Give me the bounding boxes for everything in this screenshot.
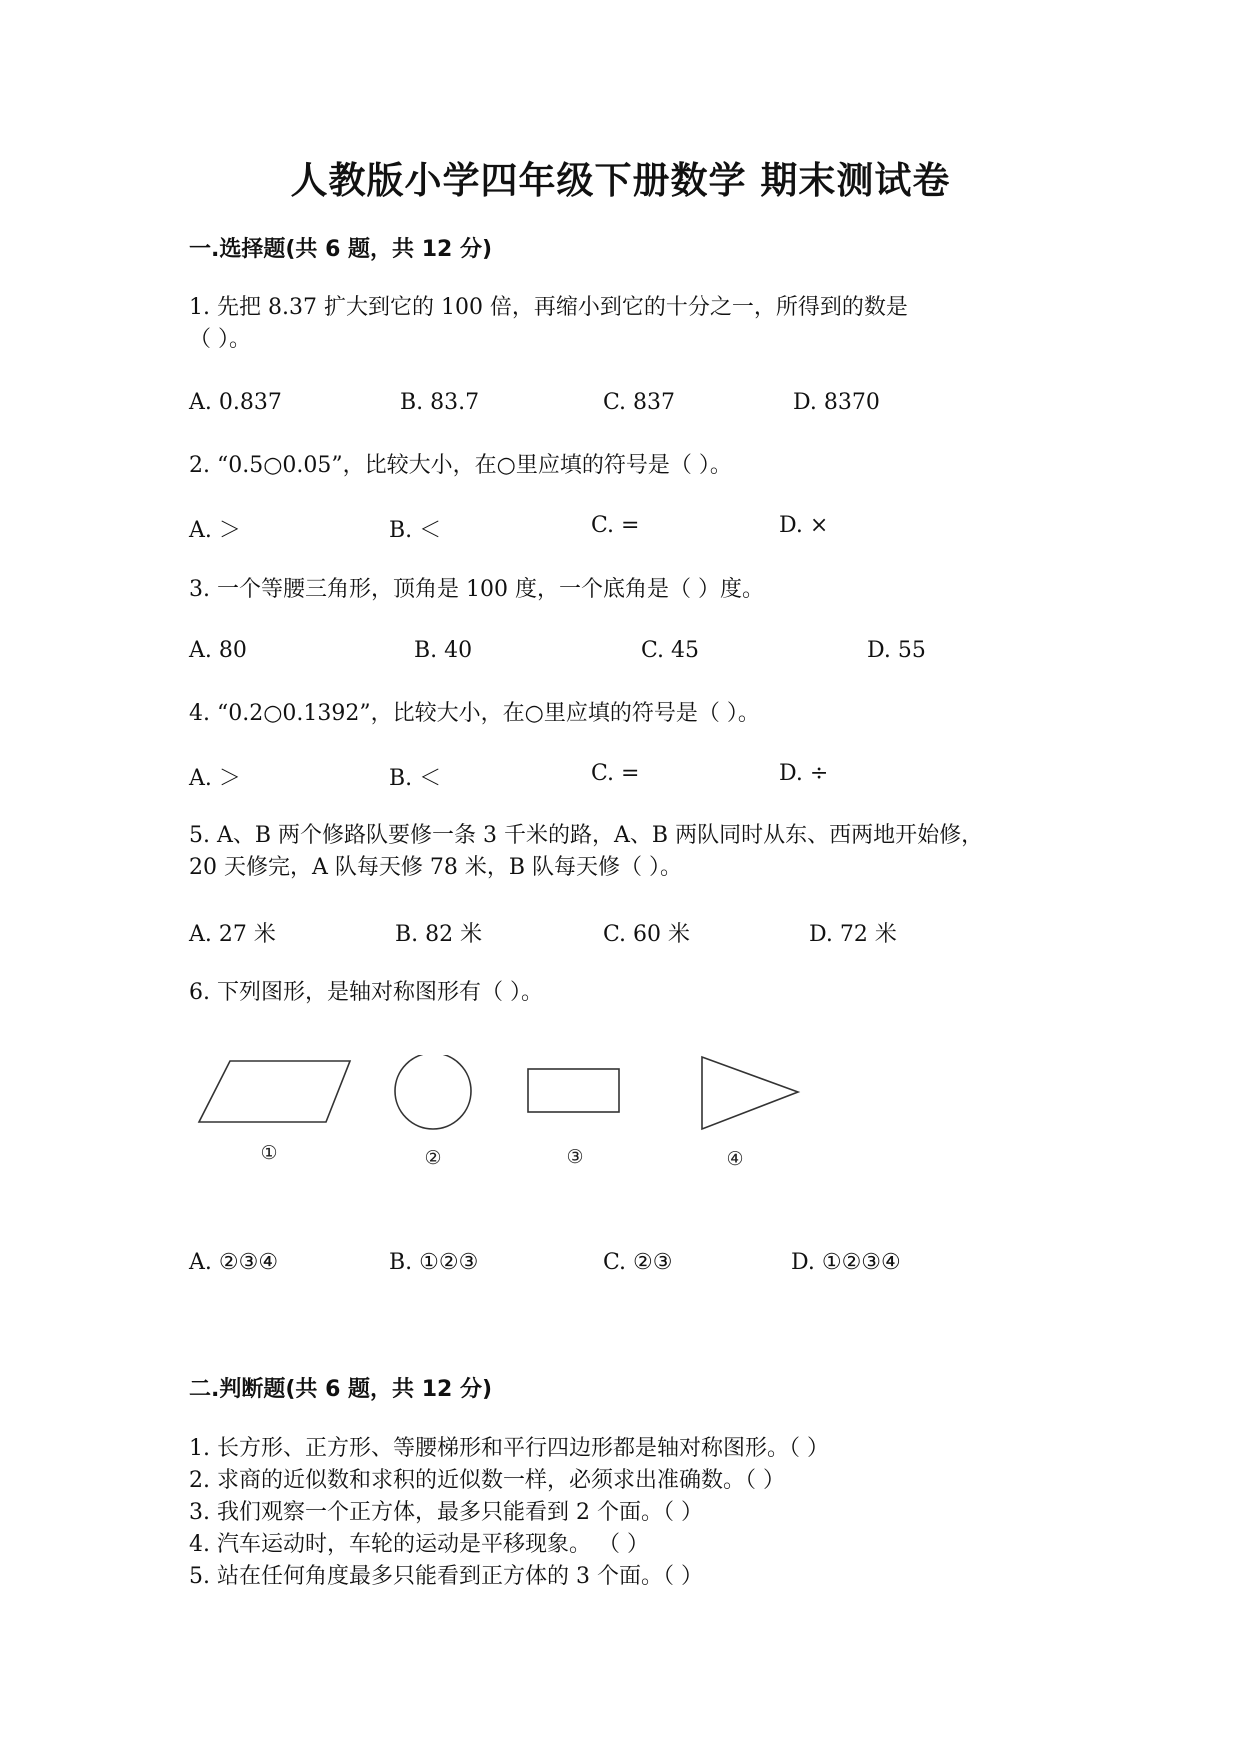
question-2-text: 2. “0.5○0.05”，比较大小，在○里应填的符号是（ ）。 [189,453,732,478]
figure-label-1: ① [260,1142,278,1164]
question-2-option-d[interactable]: D. × [779,513,829,538]
question-6-option-d[interactable]: D. ①②③④ [791,1250,901,1275]
page-title: 人教版小学四年级下册数学 期末测试卷 [290,159,951,202]
judgement-item-5: 5. 站在任何角度最多只能看到正方体的 3 个面。（ ） [189,1564,703,1589]
judgement-item-3: 3. 我们观察一个正方体，最多只能看到 2 个面。（ ） [189,1500,703,1525]
question-1-option-b[interactable]: B. 83.7 [400,390,480,415]
question-2-option-a[interactable]: A. ＞ [189,518,241,543]
figure-label-4: ④ [726,1148,744,1170]
question-1-text-cont: （ ）。 [189,327,251,352]
section-heading-judgement: 二.判断题(共 6 题，共 12 分) [189,1377,493,1402]
question-1-option-d[interactable]: D. 8370 [793,390,880,415]
question-3-text: 3. 一个等腰三角形，顶角是 100 度，一个底角是（ ）度。 [189,577,764,602]
question-6-option-a[interactable]: A. ②③④ [189,1250,279,1275]
question-2-option-b[interactable]: B. ＜ [389,518,442,543]
rectangle-shape [528,1069,619,1112]
parallelogram-shape [199,1061,350,1122]
question-1-option-a[interactable]: A. 0.837 [189,390,282,415]
question-5-text-cont: 20 天修完，A 队每天修 78 米，B 队每天修（ ）。 [189,855,683,880]
question-3-option-a[interactable]: A. 80 [189,638,247,663]
question-4-text: 4. “0.2○0.1392”，比较大小，在○里应填的符号是（ ）。 [189,701,760,726]
question-3-option-c[interactable]: C. 45 [641,638,700,663]
question-6-option-c[interactable]: C. ②③ [603,1250,673,1275]
section-heading-choice: 一.选择题(共 6 题，共 12 分) [189,237,493,262]
question-6-text: 6. 下列图形，是轴对称图形有（ ）。 [189,980,543,1005]
question-5-text: 5. A、B 两个修路队要修一条 3 千米的路，A、B 两队同时从东、西两地开始修， [189,823,984,848]
question-5-option-b[interactable]: B. 82 米 [395,922,483,947]
question-3-option-b[interactable]: B. 40 [414,638,473,663]
question-5-option-c[interactable]: C. 60 米 [603,922,691,947]
question-5-option-a[interactable]: A. 27 米 [189,922,276,947]
question-4-option-d[interactable]: D. ÷ [779,761,829,786]
question-6-figures [189,1055,829,1185]
judgement-item-2: 2. 求商的近似数和求积的近似数一样，必须求出准确数。（ ） [189,1468,785,1493]
question-4-option-a[interactable]: A. ＞ [189,766,241,791]
question-1-option-c[interactable]: C. 837 [603,390,676,415]
triangle-shape [702,1057,798,1129]
judgement-item-1: 1. 长方形、正方形、等腰梯形和平行四边形都是轴对称图形。（ ） [189,1436,829,1461]
question-2-option-c[interactable]: C. = [591,513,640,538]
figure-label-2: ② [424,1147,442,1169]
judgement-item-4: 4. 汽车运动时，车轮的运动是平移现象。 （ ） [189,1532,649,1557]
question-3-option-d[interactable]: D. 55 [867,638,926,663]
question-5-option-d[interactable]: D. 72 米 [809,922,897,947]
figure-label-3: ③ [566,1146,584,1168]
question-4-option-c[interactable]: C. = [591,761,640,786]
question-6-option-b[interactable]: B. ①②③ [389,1250,479,1275]
question-1-text: 1. 先把 8.37 扩大到它的 100 倍，再缩小到它的十分之一，所得到的数是 [189,295,908,320]
circle-shape [395,1055,471,1129]
question-4-option-b[interactable]: B. ＜ [389,766,442,791]
